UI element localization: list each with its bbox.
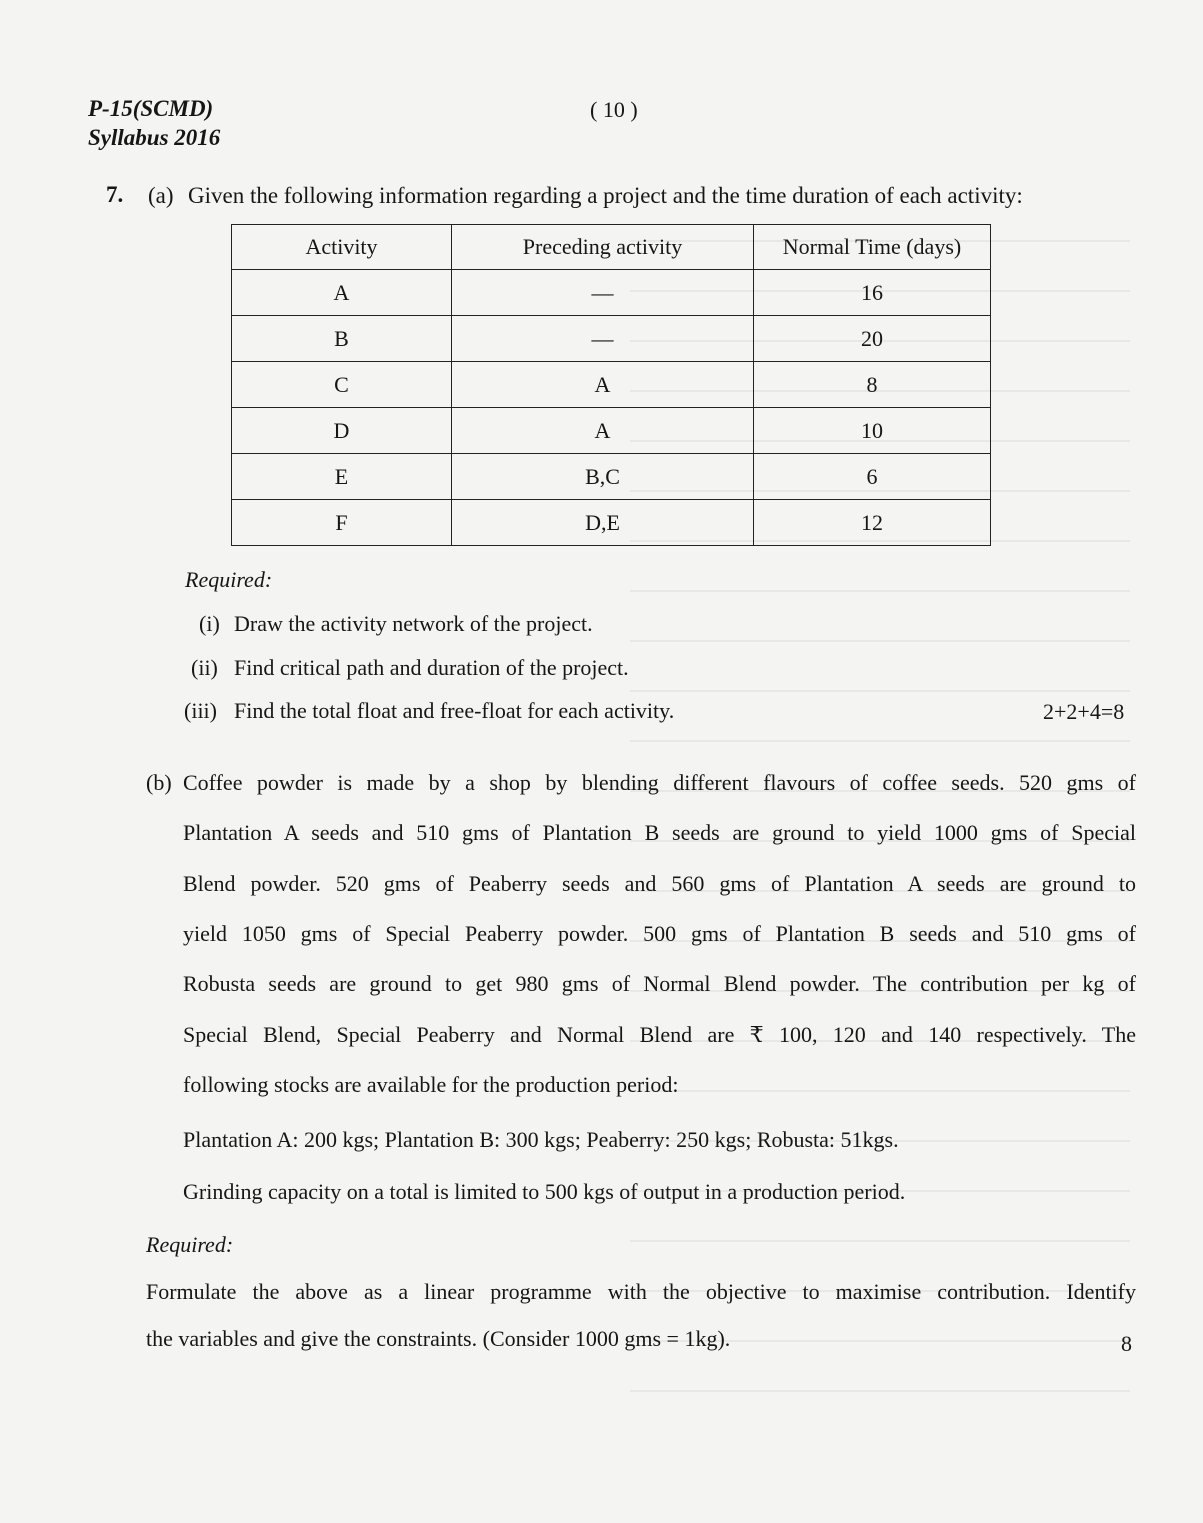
part-b-line: Plantation A seeds and 510 gms of Plantation B seeds are ground to yield 1000 gms of Special [183,820,1136,845]
cell-preceding: A [452,362,754,408]
part-b-required-line: Formulate the above as a linear programme with the objective to maximise contribution. Identify [146,1279,1136,1304]
header-normal-time: Normal Time (days) [754,225,991,270]
syllabus-year: Syllabus 2016 [88,125,221,150]
cell-preceding: B,C [452,454,754,500]
part-b-line: following stocks are available for the production period: [183,1072,679,1097]
page-number: ( 10 ) [590,97,638,122]
cell-activity: F [232,500,452,546]
part-b-label: (b) [146,770,172,795]
part-a-required-label: Required: [185,567,273,592]
question-number: 7. [106,182,124,207]
part-b-line: Robusta seeds are ground to get 980 gms of Normal Blend powder. The contribution per kg of [183,971,1136,996]
cell-time: 20 [754,316,991,362]
part-b-line: Special Blend, Special Peaberry and Normal Blend are ₹ 100, 120 and 140 respectively. The [183,1022,1136,1047]
cell-time: 10 [754,408,991,454]
part-a-intro: Given the following information regarding a project and the time duration of each activity: [188,183,1023,208]
part-a-label: (a) [148,183,174,208]
cell-preceding: — [452,270,754,316]
part-b-line: Blend powder. 520 gms of Peaberry seeds and 560 gms of Plantation A seeds are ground to [183,871,1136,896]
part-b-marks: 8 [1121,1331,1132,1356]
cell-activity: B [232,316,452,362]
cell-activity: A [232,270,452,316]
header-activity: Activity [232,225,452,270]
cell-preceding: A [452,408,754,454]
part-a-item-text: Find critical path and duration of the project. [234,655,629,680]
part-b-stocks: Plantation A: 200 kgs; Plantation B: 300 kgs; Peaberry: 250 kgs; Robusta: 51kgs. [183,1127,899,1152]
part-b-line: yield 1050 gms of Special Peaberry powder. 500 gms of Plantation B seeds and 510 gms of [183,921,1136,946]
part-a-marks: 2+2+4=8 [1043,699,1125,724]
cell-activity: C [232,362,452,408]
table-row [232,500,991,546]
paper-header [88,94,220,152]
part-b-grinding: Grinding capacity on a total is limited to 500 kgs of output in a production period. [183,1179,906,1204]
table-row [232,454,991,500]
part-b-required-line: the variables and give the constraints. (Consider 1000 gms = 1kg). [146,1326,731,1351]
activity-table [231,224,991,546]
cell-time: 8 [754,362,991,408]
part-a-item-text: Find the total float and free-float for each activity. [234,698,675,723]
table-row [232,408,991,454]
cell-time: 12 [754,500,991,546]
table-header-row [232,225,991,270]
header-preceding: Preceding activity [452,225,754,270]
part-a-item-num: (ii) [191,655,218,680]
cell-preceding: — [452,316,754,362]
part-a-item-num: (iii) [184,698,217,723]
table-row [232,270,991,316]
part-a-item-text: Draw the activity network of the project. [234,611,593,636]
cell-time: 16 [754,270,991,316]
part-b-required-label: Required: [146,1232,234,1257]
table-row [232,362,991,408]
table-row [232,316,991,362]
cell-activity: E [232,454,452,500]
part-a-item-num: (i) [199,611,220,636]
paper-code: P-15(SCMD) [88,96,214,121]
cell-preceding: D,E [452,500,754,546]
part-b-line: Coffee powder is made by a shop by blending different flavours of coffee seeds. 520 gms of [183,770,1136,795]
cell-time: 6 [754,454,991,500]
cell-activity: D [232,408,452,454]
